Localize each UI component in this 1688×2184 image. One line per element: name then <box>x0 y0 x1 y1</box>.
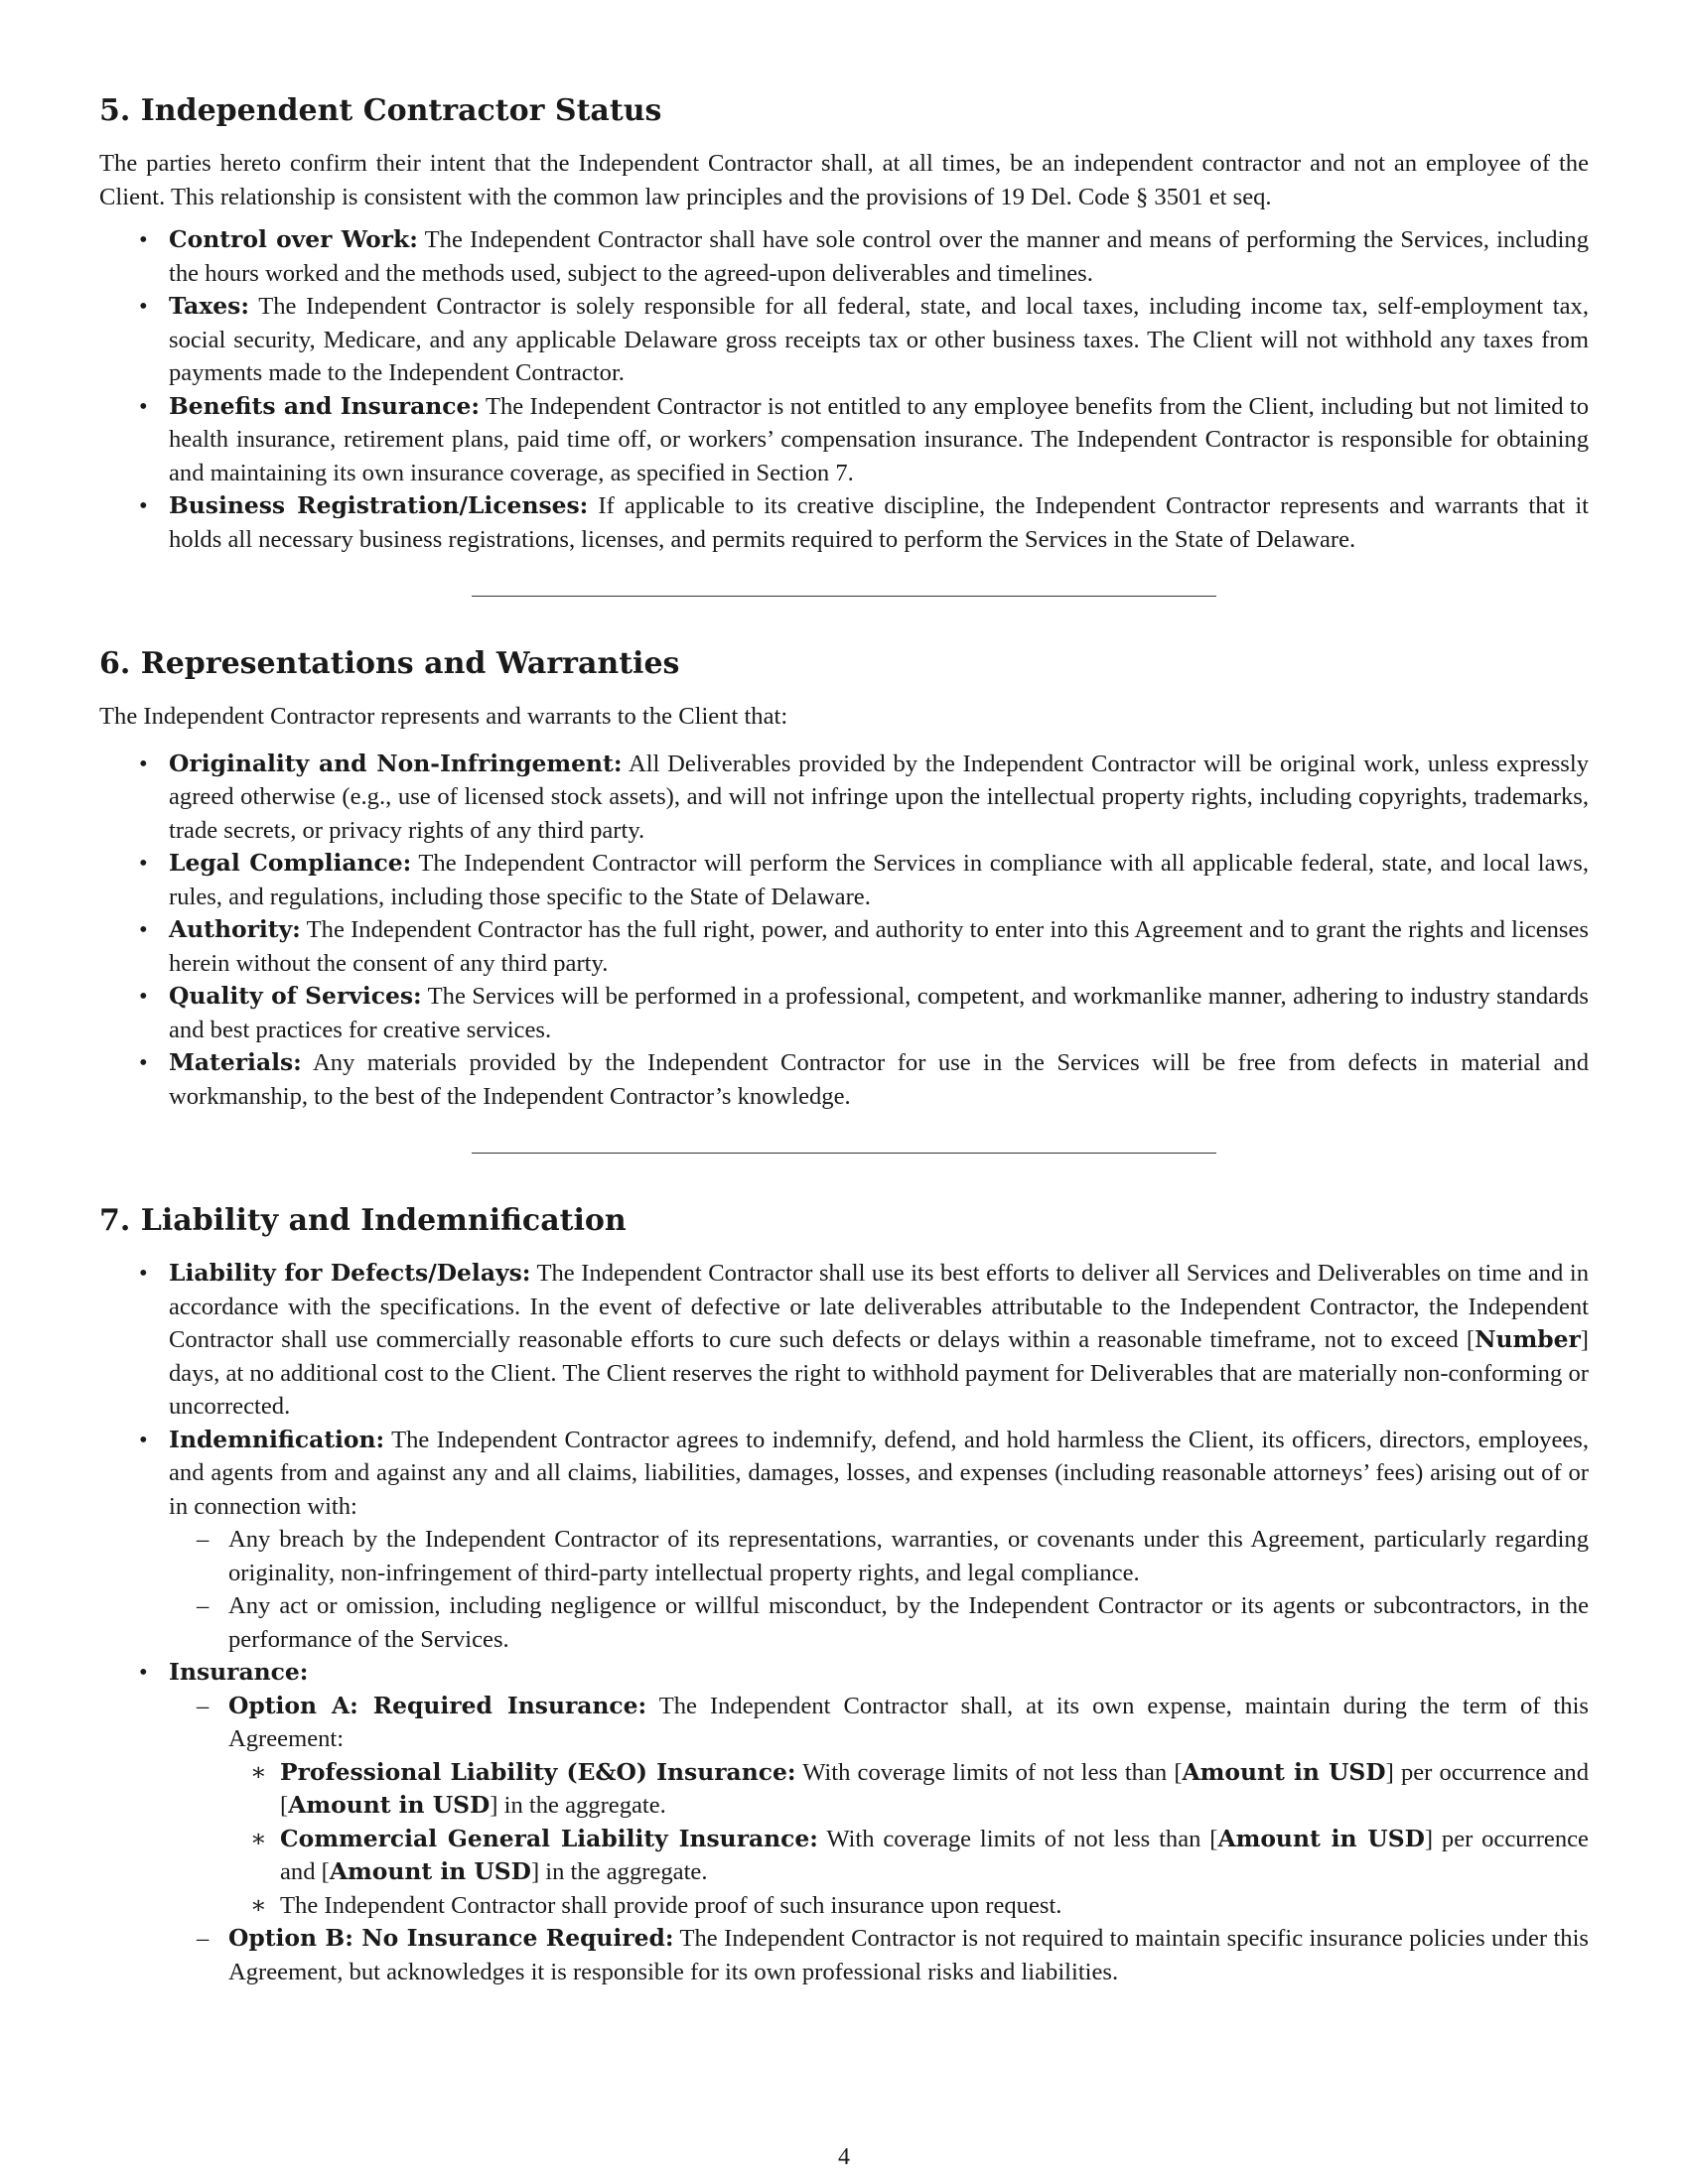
section-divider <box>472 1153 1216 1154</box>
insurance-text: ] per occurrence and [ <box>280 1758 1590 1819</box>
list-item <box>99 748 1589 848</box>
placeholder-amount: Amount in USD <box>1217 1824 1425 1852</box>
insurance-text: ] in the aggregate. <box>530 1858 708 1885</box>
item-label: Taxes: <box>169 292 249 320</box>
sub-list <box>169 1690 1589 1989</box>
item-text: All Deliverables provided by the Independent Contractor will be original work, unless expressly agreed otherwise (e.g., use of licensed stock assets), and will not infringe upon the intellectual property rights, including copyrights, trademarks, trade secrets, or privacy rights of any third party. <box>169 750 1589 844</box>
list-item-insurance <box>99 1656 1589 1988</box>
item-label: Business Registration/Licenses: <box>169 491 589 519</box>
item-text: If applicable to its creative discipline, the Independent Contractor represents and warrants that it holds all necessary business registrations, licenses, and permits required to perform the Services in the State of Delaware. <box>169 492 1590 553</box>
sub-list-item: – Any act or omission, including negligence or willful misconduct, by the Independent Contractor or its agents or subcontractors, in the performance of the Services. <box>169 1589 1589 1656</box>
item-label: Benefits and Insurance: <box>169 391 481 420</box>
insurance-label: Commercial General Liability Insurance: <box>280 1824 818 1852</box>
item-label: Liability for Defects/Delays: <box>169 1259 531 1287</box>
section-divider <box>472 596 1216 597</box>
option-label: Option A: Required Insurance: <box>228 1691 647 1719</box>
item-label: Control over Work: <box>169 225 418 253</box>
section-heading: 5. Independent Contractor Status <box>99 93 662 128</box>
item-label: Authority: <box>169 915 301 943</box>
insurance-text: ] in the aggregate. <box>490 1792 666 1819</box>
list-item <box>99 1046 1589 1113</box>
sub-sub-list <box>228 1756 1589 1923</box>
insurance-proof: ∗ The Independent Contractor shall provide proof of such insurance upon request. <box>228 1889 1589 1923</box>
section-intro: The parties hereto confirm their intent that the Independent Contractor shall, at all times, be an independent contractor and not an employee of the Client. This relationship is consistent with the common law principles and the provisions of 19 Del. Code § 3501 et seq. <box>99 150 1589 210</box>
list-item-indemnification <box>99 1424 1589 1657</box>
placeholder-amount: Amount in USD <box>288 1791 491 1819</box>
item-label: Quality of Services: <box>169 982 422 1010</box>
item-text: The Independent Contractor will perform the Services in compliance with all applicable federal, state, and local laws, rules, and regulations, including those specific to the State of Delaware. <box>169 850 1589 910</box>
option-text: The Independent Contractor shall, at its own expense, maintain during the term of this Agreement: <box>228 1692 1589 1752</box>
item-label: Indemnification: <box>169 1425 385 1453</box>
page-number: 4 <box>838 2144 850 2170</box>
section-liability-indemnification <box>99 1201 1589 1988</box>
document-page <box>99 91 1589 1988</box>
placeholder-number: Number <box>1475 1325 1581 1353</box>
bullet-list <box>99 223 1589 556</box>
placeholder-amount: Amount in USD <box>1182 1757 1386 1786</box>
item-label: Materials: <box>169 1048 302 1076</box>
list-item <box>99 390 1589 490</box>
item-text: The Independent Contractor is not entitled to any employee benefits from the Client, including but not limited to health insurance, retirement plans, paid time off, or workers’ compensation insurance. The Independent Contractor is responsible for obtaining and maintaining its own insurance coverage, as specified in Section 7. <box>169 392 1589 486</box>
option-label: Option B: No Insurance Required: <box>228 1924 674 1952</box>
sub-list-item: – Any breach by the Independent Contractor of its representations, warranties, or covenants under this Agreement, particularly regarding originality, non-infringement of third-party intellectual property rights, and legal compliance. <box>169 1523 1589 1589</box>
insurance-label: Professional Liability (E&O) Insurance: <box>280 1757 796 1786</box>
item-text: The Independent Contractor agrees to indemnify, defend, and hold harmless the Client, its officers, directors, employees, and agents from and against any and all claims, liabilities, damages, losses, and expenses (including reasonable attorneys’ fees) arising out of or in connection with: <box>169 1426 1589 1520</box>
insurance-text: With coverage limits of not less than [ <box>802 1758 1183 1786</box>
insurance-option-a <box>169 1690 1589 1923</box>
list-item <box>99 980 1589 1046</box>
list-item-liability <box>99 1257 1589 1424</box>
item-text: The Independent Contractor has the full right, power, and authority to enter into this Agreement and to grant the rights and licenses herein without the consent of any third party. <box>169 916 1589 977</box>
section-independent-contractor-status <box>99 91 1589 556</box>
item-text: The Services will be performed in a professional, competent, and workmanlike manner, adhering to industry standards and best practices for creative services. <box>169 983 1589 1043</box>
insurance-professional-liability <box>228 1756 1589 1823</box>
insurance-text: ] per occurrence and [ <box>280 1825 1589 1885</box>
section-heading: 7. Liability and Indemnification <box>99 1203 627 1238</box>
item-label: Insurance: <box>169 1658 309 1686</box>
sub-list <box>169 1523 1589 1656</box>
item-text: The Independent Contractor shall use its best efforts to deliver all Services and Deliverables on time and in accordance with the specifications. In the event of defective or late deliverables attributable to the Independent Contractor, the Independent Contractor shall use commercially reasonable efforts to cure such defects or delays within a reasonable timeframe, not to exceed [ <box>169 1260 1589 1353</box>
item-label: Legal Compliance: <box>169 849 412 877</box>
placeholder-amount: Amount in USD <box>329 1857 531 1885</box>
list-item <box>99 847 1589 913</box>
insurance-option-b <box>169 1922 1589 1988</box>
item-label: Originality and Non-Infringement: <box>169 749 623 777</box>
list-item <box>99 223 1589 290</box>
list-item <box>99 913 1589 980</box>
insurance-text: With coverage limits of not less than [ <box>826 1825 1218 1852</box>
item-text: Any materials provided by the Independent Contractor for use in the Services will be free from defects in material and workmanship, to the best of the Independent Contractor’s knowledge. <box>169 1049 1590 1110</box>
item-text: The Independent Contractor is solely responsible for all federal, state, and local taxes, including income tax, self-employment tax, social security, Medicare, and any applicable Delaware gross receipts tax or other business taxes. The Client will not withhold any taxes from payments made to the Independent Contractor. <box>169 293 1589 386</box>
item-text: ] days, at no additional cost to the Client. The Client reserves the right to withhold payment for Deliverables that are materially non-conforming or uncorrected. <box>169 1326 1589 1420</box>
insurance-commercial-general-liability <box>228 1823 1589 1889</box>
section-representations-warranties <box>99 644 1589 1113</box>
list-item <box>99 290 1589 390</box>
section-heading: 6. Representations and Warranties <box>99 646 680 681</box>
bullet-list <box>99 748 1589 1114</box>
section-intro: The Independent Contractor represents and warrants to the Client that: <box>99 703 788 730</box>
item-text: The Independent Contractor shall have sole control over the manner and means of performing the Services, including the hours worked and the methods used, subject to the agreed-upon deliverables and timelines. <box>169 226 1589 287</box>
bullet-list <box>99 1257 1589 1988</box>
list-item <box>99 489 1589 556</box>
option-text: The Independent Contractor is not required to maintain specific insurance policies under this Agreement, but acknowledges it is responsible for its own professional risks and liabilities. <box>228 1925 1589 1985</box>
